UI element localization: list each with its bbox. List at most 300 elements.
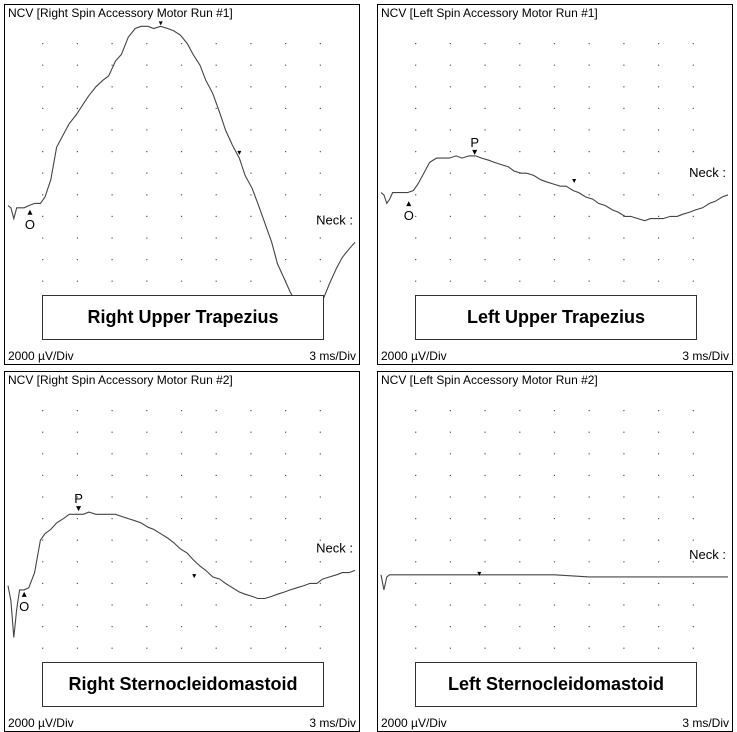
grid-dot	[285, 151, 286, 152]
grid-dot	[146, 648, 147, 649]
grid-dot	[250, 453, 251, 454]
grid-dot	[623, 410, 624, 411]
trace-panel-right-sternocleidomastoid	[4, 371, 360, 732]
grid-dot	[42, 540, 43, 541]
grid-dot	[250, 561, 251, 562]
trace-panel-left-sternocleidomastoid	[377, 371, 733, 732]
grid-dot	[415, 237, 416, 238]
grid-dot	[450, 129, 451, 130]
grid-dot	[112, 432, 113, 433]
grid-dot	[77, 453, 78, 454]
grid-dot	[250, 216, 251, 217]
grid-dot	[285, 475, 286, 476]
grid-dot	[181, 626, 182, 627]
grid-dot	[450, 65, 451, 66]
grid-dot	[623, 259, 624, 260]
grid-dot	[589, 432, 590, 433]
grid-dot	[623, 432, 624, 433]
grid-dot	[285, 496, 286, 497]
grid-dot	[519, 237, 520, 238]
grid-dot	[485, 43, 486, 44]
grid-dot	[519, 496, 520, 497]
onset-label: O	[19, 598, 30, 614]
grid-dot	[519, 518, 520, 519]
grid-dot	[146, 108, 147, 109]
grid-dot	[519, 281, 520, 282]
grid-dot	[181, 496, 182, 497]
grid-dot	[42, 496, 43, 497]
grid-dot	[519, 43, 520, 44]
grid-dot	[216, 432, 217, 433]
grid-dot	[285, 173, 286, 174]
grid-dot	[693, 108, 694, 109]
grid-dot	[181, 281, 182, 282]
grid-dot	[77, 648, 78, 649]
grid-dot	[181, 237, 182, 238]
grid-dot	[42, 237, 43, 238]
grid-dot	[415, 259, 416, 260]
grid-dot	[42, 626, 43, 627]
grid-dot	[589, 410, 590, 411]
grid-dot	[693, 432, 694, 433]
grid-dot	[42, 43, 43, 44]
grid-dot	[320, 626, 321, 627]
grid-dot	[485, 518, 486, 519]
grid-dot	[216, 410, 217, 411]
grid-dot	[112, 65, 113, 66]
grid-dot	[519, 561, 520, 562]
grid-dot	[146, 281, 147, 282]
grid-dot	[146, 453, 147, 454]
grid-dot	[450, 583, 451, 584]
grid-dot	[415, 626, 416, 627]
grid-dot	[181, 410, 182, 411]
grid-dot	[216, 259, 217, 260]
trace-panel-left-upper-trapezius	[377, 4, 733, 365]
grid-dot	[146, 475, 147, 476]
grid-dot	[181, 108, 182, 109]
grid-dot	[77, 194, 78, 195]
grid-dot	[181, 129, 182, 130]
grid-dot	[589, 561, 590, 562]
grid-dot	[250, 173, 251, 174]
grid-dot	[320, 173, 321, 174]
grid-dot	[623, 583, 624, 584]
grid-dot	[285, 237, 286, 238]
grid-dot	[285, 583, 286, 584]
grid-dot	[285, 108, 286, 109]
grid-dot	[450, 604, 451, 605]
grid-dot	[216, 237, 217, 238]
grid-dot	[77, 475, 78, 476]
grid-dot	[485, 626, 486, 627]
grid-dot	[450, 410, 451, 411]
grid-dot	[415, 540, 416, 541]
grid-dot	[285, 410, 286, 411]
sweep-label: 3 ms/Div	[682, 716, 729, 730]
grid-dot	[181, 540, 182, 541]
grid-dot	[181, 561, 182, 562]
grid-dot	[450, 453, 451, 454]
grid-dot	[485, 151, 486, 152]
grid-dot	[112, 237, 113, 238]
grid-dot	[112, 259, 113, 260]
grid-dot	[519, 583, 520, 584]
grid-dot	[623, 496, 624, 497]
onset-marker	[27, 210, 32, 215]
grid-dot	[450, 151, 451, 152]
grid-dot	[285, 216, 286, 217]
grid-dot	[112, 216, 113, 217]
grid-dot	[42, 475, 43, 476]
grid-dot	[658, 583, 659, 584]
grid-dot	[250, 648, 251, 649]
cursor-marker	[159, 21, 163, 25]
grid-dot	[450, 216, 451, 217]
grid-dot	[693, 237, 694, 238]
grid-dot	[285, 626, 286, 627]
grid-dot	[658, 43, 659, 44]
grid-dot	[250, 626, 251, 627]
grid-dot	[112, 540, 113, 541]
grid-dot	[485, 281, 486, 282]
grid-dot	[450, 237, 451, 238]
grid-dot	[320, 648, 321, 649]
grid-dot	[112, 496, 113, 497]
grid-dot	[181, 453, 182, 454]
grid-dot	[485, 410, 486, 411]
grid-dot	[658, 129, 659, 130]
grid-dot	[285, 86, 286, 87]
grid-dot	[250, 129, 251, 130]
grid-dot	[320, 65, 321, 66]
grid-dot	[320, 108, 321, 109]
grid-dot	[485, 194, 486, 195]
grid-dot	[77, 583, 78, 584]
grid-dot	[250, 496, 251, 497]
grid-dot	[146, 216, 147, 217]
grid-dot	[450, 194, 451, 195]
grid-dot	[658, 216, 659, 217]
grid-dot	[589, 281, 590, 282]
grid-dot	[250, 540, 251, 541]
grid-dot	[146, 173, 147, 174]
grid-dot	[112, 626, 113, 627]
grid-dot	[658, 410, 659, 411]
grid-dot	[285, 518, 286, 519]
grid-dot	[623, 237, 624, 238]
grid-dot	[589, 453, 590, 454]
grid-dot	[623, 518, 624, 519]
grid-dot	[112, 43, 113, 44]
grid-dot	[554, 432, 555, 433]
grid-dot	[320, 432, 321, 433]
grid-dot	[415, 151, 416, 152]
grid-dot	[450, 648, 451, 649]
grid-dot	[42, 108, 43, 109]
grid-dot	[146, 626, 147, 627]
grid-dot	[216, 216, 217, 217]
grid-dot	[146, 65, 147, 66]
muscle-label: Left Upper Trapezius	[466, 307, 646, 327]
grid-dot	[42, 65, 43, 66]
grid-dot	[181, 194, 182, 195]
grid-dot	[320, 86, 321, 87]
grid-dot	[415, 518, 416, 519]
grid-dot	[146, 410, 147, 411]
grid-dot	[623, 43, 624, 44]
grid-dot	[658, 108, 659, 109]
grid-dot	[554, 453, 555, 454]
grid-dot	[285, 43, 286, 44]
grid-dot	[693, 626, 694, 627]
grid-dot	[658, 259, 659, 260]
grid-dot	[415, 410, 416, 411]
grid-dot	[250, 43, 251, 44]
grid-dot	[77, 432, 78, 433]
grid-dot	[216, 561, 217, 562]
grid-dot	[320, 453, 321, 454]
grid-dot	[589, 108, 590, 109]
grid-dot	[554, 216, 555, 217]
sensitivity-label: 2000 µV/Div	[8, 716, 74, 730]
grid-dot	[519, 453, 520, 454]
grid-dot	[112, 151, 113, 152]
grid-dot	[415, 561, 416, 562]
grid-dot	[450, 561, 451, 562]
grid-dot	[415, 65, 416, 66]
grid-dot	[623, 626, 624, 627]
grid-dot	[485, 129, 486, 130]
grid-dot	[589, 216, 590, 217]
grid-dot	[589, 626, 590, 627]
grid-dot	[450, 432, 451, 433]
grid-dot	[146, 540, 147, 541]
grid-dot	[320, 237, 321, 238]
grid-dot	[216, 453, 217, 454]
grid-dot	[519, 475, 520, 476]
grid-dot	[693, 259, 694, 260]
grid-dot	[250, 86, 251, 87]
grid-dot	[485, 540, 486, 541]
grid-dot	[485, 259, 486, 260]
grid-dot	[693, 648, 694, 649]
grid-dot	[450, 496, 451, 497]
grid-dot	[42, 281, 43, 282]
grid-dot	[450, 259, 451, 260]
cursor-marker	[192, 574, 196, 578]
grid-dot	[216, 194, 217, 195]
grid-dot	[450, 43, 451, 44]
grid-dot	[450, 518, 451, 519]
grid-dot	[216, 626, 217, 627]
grid-dot	[146, 151, 147, 152]
grid-dot	[519, 259, 520, 260]
grid-dot	[589, 194, 590, 195]
grid-dot	[589, 259, 590, 260]
grid-dot	[658, 237, 659, 238]
grid-dot	[554, 583, 555, 584]
muscle-label-box	[415, 662, 697, 707]
sensitivity-label: 2000 µV/Div	[381, 349, 447, 363]
grid-dot	[658, 604, 659, 605]
grid-dot	[250, 151, 251, 152]
grid-dot	[77, 561, 78, 562]
grid-dot	[181, 65, 182, 66]
grid-dot	[589, 65, 590, 66]
grid-dot	[519, 410, 520, 411]
grid-dot	[42, 453, 43, 454]
grid-dot	[285, 561, 286, 562]
grid-dot	[320, 259, 321, 260]
grid-dot	[658, 648, 659, 649]
grid-dot	[77, 518, 78, 519]
panel-title: NCV [Left Spin Accessory Motor Run #1]	[381, 6, 598, 20]
grid-dot	[77, 86, 78, 87]
grid-dot	[250, 108, 251, 109]
grid-dot	[658, 151, 659, 152]
grid-dot	[112, 475, 113, 476]
grid-dot	[554, 129, 555, 130]
grid-dot	[693, 151, 694, 152]
grid-dot	[216, 65, 217, 66]
grid-dot	[415, 216, 416, 217]
grid-dot	[554, 43, 555, 44]
trace-panel-right-upper-trapezius	[4, 4, 360, 365]
grid-dot	[216, 281, 217, 282]
grid-dot	[112, 281, 113, 282]
grid-dot	[146, 259, 147, 260]
grid-dot	[658, 281, 659, 282]
grid-dot	[623, 151, 624, 152]
grid-dot	[42, 604, 43, 605]
grid-dot	[554, 86, 555, 87]
grid-dot	[415, 432, 416, 433]
grid-dot	[589, 583, 590, 584]
grid-dot	[450, 626, 451, 627]
trace-label: Neck :	[316, 212, 353, 228]
cursor-marker	[572, 179, 576, 183]
grid-dot	[112, 129, 113, 130]
grid-dot	[181, 259, 182, 260]
panel-title: NCV [Right Spin Accessory Motor Run #1]	[8, 6, 233, 20]
grid-dot	[42, 216, 43, 217]
sweep-label: 3 ms/Div	[682, 349, 729, 363]
grid-dot	[554, 65, 555, 66]
grid-dot	[623, 540, 624, 541]
grid-dot	[112, 561, 113, 562]
grid-dot	[693, 281, 694, 282]
grid-dot	[623, 65, 624, 66]
grid-dot	[623, 561, 624, 562]
grid-dot	[181, 216, 182, 217]
grid-dot	[216, 129, 217, 130]
grid-dot	[77, 173, 78, 174]
grid-dot	[589, 173, 590, 174]
grid-dot	[250, 583, 251, 584]
grid-dot	[693, 216, 694, 217]
grid-dot	[285, 648, 286, 649]
grid-dot	[693, 475, 694, 476]
grid-dot	[285, 194, 286, 195]
grid-dot	[320, 43, 321, 44]
grid-dot	[415, 108, 416, 109]
grid-dot	[320, 583, 321, 584]
grid-dot	[658, 496, 659, 497]
grid-dot	[415, 583, 416, 584]
grid-dot	[42, 259, 43, 260]
grid-dot	[42, 86, 43, 87]
grid-dot	[415, 173, 416, 174]
sweep-label: 3 ms/Div	[309, 349, 356, 363]
grid-dot	[485, 237, 486, 238]
grid-dot	[485, 475, 486, 476]
grid-dot	[250, 194, 251, 195]
grid-dot	[285, 259, 286, 260]
grid-dot	[485, 86, 486, 87]
grid-dot	[519, 648, 520, 649]
sensitivity-label: 2000 µV/Div	[381, 716, 447, 730]
grid-dot	[181, 173, 182, 174]
grid-dot	[693, 496, 694, 497]
grid-dot	[216, 151, 217, 152]
grid-dot	[112, 108, 113, 109]
grid-dot	[415, 604, 416, 605]
grid-dot	[320, 561, 321, 562]
grid-dot	[450, 475, 451, 476]
grid-dot	[216, 648, 217, 649]
grid-dot	[77, 65, 78, 66]
trace-label: Neck :	[689, 546, 726, 562]
grid-dot	[450, 108, 451, 109]
grid-dot	[554, 194, 555, 195]
muscle-label: Right Sternocleidomastoid	[68, 674, 298, 694]
grid-dot	[554, 475, 555, 476]
grid-dot	[77, 281, 78, 282]
grid-dot	[216, 583, 217, 584]
grid-dots	[42, 43, 321, 325]
grid-dot	[285, 604, 286, 605]
grid-dot	[146, 237, 147, 238]
grid-dot	[589, 648, 590, 649]
grid-dot	[112, 410, 113, 411]
grid-dot	[216, 540, 217, 541]
grid-dot	[554, 151, 555, 152]
grid-dot	[415, 475, 416, 476]
grid-dot	[519, 108, 520, 109]
grid-dot	[181, 86, 182, 87]
grid-dot	[320, 129, 321, 130]
grid-dot	[216, 518, 217, 519]
grid-dot	[42, 583, 43, 584]
grid-dot	[693, 453, 694, 454]
trace-label: Neck :	[689, 164, 726, 180]
grid-dot	[77, 626, 78, 627]
grid-dot	[320, 281, 321, 282]
grid-dot	[589, 604, 590, 605]
grid-dot	[146, 43, 147, 44]
grid-dot	[216, 604, 217, 605]
grid-dot	[216, 173, 217, 174]
grid-dot	[285, 432, 286, 433]
grid-dot	[146, 561, 147, 562]
peak-label: P	[74, 491, 83, 507]
grid-dot	[77, 540, 78, 541]
grid-dot	[112, 518, 113, 519]
grid-dot	[216, 475, 217, 476]
grid-dot	[450, 86, 451, 87]
grid-dot	[693, 604, 694, 605]
